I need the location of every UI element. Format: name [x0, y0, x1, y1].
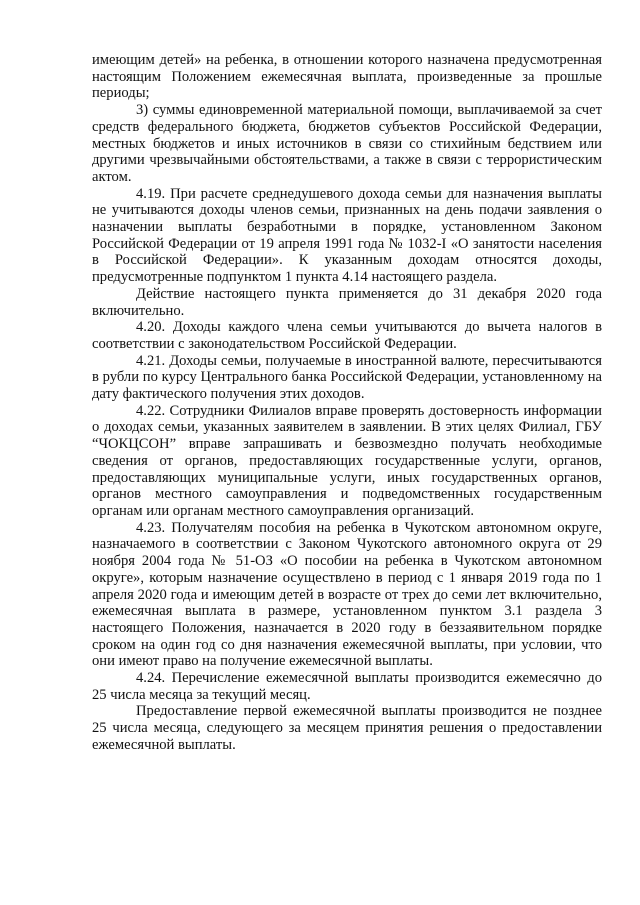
paragraph-4-19: 4.19. При расчете среднедушевого дохода семьи для назначения выплаты не учитываются доходы членов семьи, признанных на день подачи заявления о назначении выплаты безработными в порядке, установленном Законом Российской Федерации от 19 апреля 1991 года № 1032-I «О занятости населения в Российской Федерации». К указанным доходам относятся доходы, предусмотренные подпунктом 1 пункта 4.14 настоящего раздела. [92, 185, 602, 286]
paragraph-4-20: 4.20. Доходы каждого члена семьи учитываются до вычета налогов в соответствии с законодательством Российской Федерации. [92, 319, 602, 352]
paragraph-4-21: 4.21. Доходы семьи, получаемые в иностранной валюте, пересчитываются в рубли по курсу Центрального банка Российской Федерации, установленному на дату фактического получения этих доходов. [92, 352, 602, 403]
paragraph-4-19-validity: Действие настоящего пункта применяется до 31 декабря 2020 года включительно. [92, 285, 602, 319]
paragraph-first-payment: Предоставление первой ежемесячной выплаты производится не позднее 25 числа месяца, следующего за месяцем принятия решения о предоставлении ежемесячной выплаты. [92, 703, 602, 753]
paragraph-4-23: 4.23. Получателям пособия на ребенка в Чукотском автономном округе, назначаемого в соответствии с Законом Чукотского автономного округа от 29 ноября 2004 года № 51-ОЗ «О пособии на ребенка в Чукотском автономном округе», которым назначение осуществлено в период с 1 января 2019 года по 1 апреля 2020 года и имеющим детей в возрасте от трех до семи лет включительно, ежемесячная выплата в размере, установленном пунктом 3.1 раздела 3 настоящего Положения, назначается в 2020 году в беззаявительном порядке сроком на один год со дня назначения ежемесячной выплаты, при условии, что они имеют право на получение ежемесячной выплаты. [92, 519, 602, 670]
document-page [92, 52, 602, 754]
paragraph-4-22: 4.22. Сотрудники Филиалов вправе проверять достоверность информации о доходах семьи, указанных заявителем в заявлении. В этих целях Филиал, ГБУ “ЧОКЦСОН” вправе запрашивать и безвозмездно получать необходимые сведения от органов, предоставляющих государственные услуги, органов, предоставляющих муниципальные услуги, иных государственных органов, органов местного самоуправления и подведомственных государственным органам или органам местного самоуправления организаций. [92, 402, 602, 519]
paragraph-4-24: 4.24. Перечисление ежемесячной выплаты производится ежемесячно до 25 числа месяца за текущий месяц. [92, 670, 602, 703]
paragraph-item-3: 3) суммы единовременной материальной помощи, выплачиваемой за счет средств федерального бюджета, бюджетов субъектов Российской Федерации, местных бюджетов и иных источников в связи со стихийным бедствием или другими чрезвычайными обстоятельствами, а также в связи с террористическим актом. [92, 102, 602, 185]
paragraph-continuation: имеющим детей» на ребенка, в отношении которого назначена предусмотренная настоящим Положением ежемесячная выплата, произведенные за прошлые периоды; [92, 52, 602, 102]
